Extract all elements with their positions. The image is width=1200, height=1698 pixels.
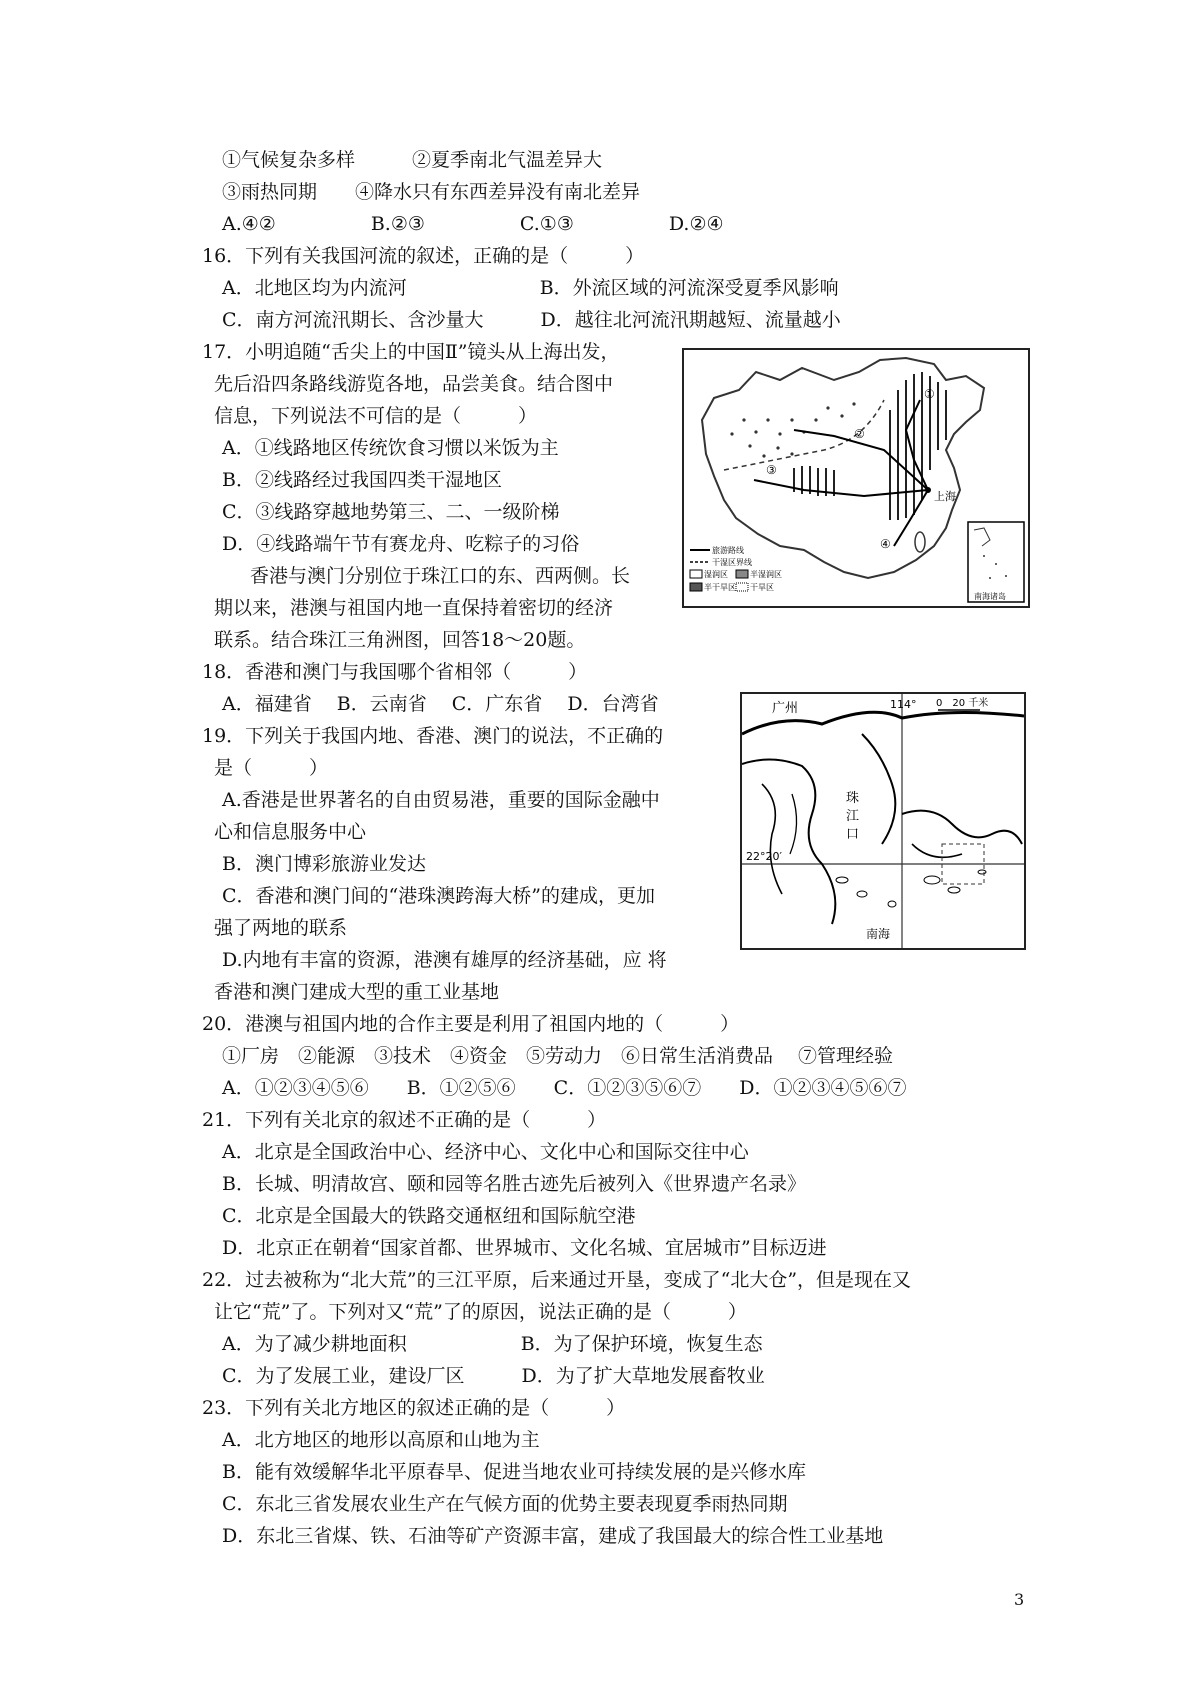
scale-label: 0 20 千米 (936, 698, 989, 709)
text-line: 18．香港和澳门与我国哪个省相邻（ ） (202, 661, 588, 683)
text-line: B．长城、明清故宫、颐和园等名胜古迹先后被列入《世界遗产名录》 (222, 1173, 806, 1195)
text-line: A．福建省 B．云南省 C．广东省 D．台湾省 (222, 693, 659, 715)
longitude-label: 114° (890, 698, 917, 711)
text-line: 期以来，港澳与祖国内地一直保持着密切的经济 (214, 597, 614, 619)
text-line: C．香港和澳门间的“港珠澳跨海大桥”的建成，更加 (222, 885, 655, 907)
text-line: 信息，下列说法不可信的是（ ） (214, 405, 538, 427)
text-line: 17．小明追随“舌尖上的中国Ⅱ”镜头从上海出发， (202, 341, 620, 363)
svg-text:湿润区: 湿润区 (704, 570, 728, 579)
text-line: A.④② B.②③ C.①③ D.②④ (222, 213, 724, 235)
text-line: 16．下列有关我国河流的叙述，正确的是（ ） (202, 245, 645, 267)
svg-text:半湿润区: 半湿润区 (750, 570, 782, 579)
text-line: 强了两地的联系 (214, 917, 348, 939)
text-line: 香港和澳门建成大型的重工业基地 (214, 981, 500, 1003)
route-2-label: ② (854, 427, 865, 441)
svg-text:干旱区: 干旱区 (750, 583, 774, 592)
route-4-label: ④ (880, 537, 891, 551)
pearl-river-delta-map (740, 692, 1026, 950)
china-map-svg (684, 350, 1028, 606)
route-1-label: ① (924, 387, 935, 401)
text-line: 是（ ） (214, 757, 329, 779)
text-line: C．南方河流汛期长、含沙量大 D．越往北河流汛期越短、流量越小 (222, 309, 841, 331)
text-line: ③雨热同期 ④降水只有东西差异没有南北差异 (222, 181, 641, 203)
route-3-label: ③ (766, 463, 777, 477)
guangzhou-label: 广州 (772, 701, 799, 716)
text-line: 让它“荒”了。下列对又“荒”了的原因，说法正确的是（ ） (214, 1301, 747, 1323)
text-line: C．北京是全国最大的铁路交通枢纽和国际航空港 (222, 1205, 636, 1227)
text-line: B．能有效缓解华北平原春旱、促进当地农业可持续发展的是兴修水库 (222, 1461, 806, 1483)
text-line: 22．过去被称为“北大荒”的三江平原，后来通过开垦，变成了“北大仓”，但是现在又 (202, 1269, 912, 1291)
latitude-label: 22°20′ (746, 850, 782, 863)
text-line: D.内地有丰富的资源，港澳有雄厚的经济基础，应 将 (222, 949, 667, 971)
text-line: C．为了发展工业，建设厂区 D．为了扩大草地发展畜牧业 (222, 1365, 765, 1387)
text-line: 21．下列有关北京的叙述不正确的是（ ） (202, 1109, 607, 1131)
zhujiang-label-3: 口 (846, 827, 860, 842)
text-line: 23．下列有关北方地区的叙述正确的是（ ） (202, 1397, 626, 1419)
text-line: D．北京正在朝着“国家首都、世界城市、文化名城、宜居城市”目标迈进 (222, 1237, 827, 1259)
zhujiang-label-1: 珠 (846, 791, 860, 806)
inset-label: 南海诸岛 (974, 592, 1006, 601)
text-line: A．①②③④⑤⑥ B．①②⑤⑥ C．①②③⑤⑥⑦ D．①②③④⑤⑥⑦ (222, 1077, 907, 1099)
delta-map-svg (742, 694, 1024, 948)
text-line: ①气候复杂多样 ②夏季南北气温差异大 (222, 149, 603, 171)
text-line: C．东北三省发展农业生产在气候方面的优势主要表现夏季雨热同期 (222, 1493, 788, 1515)
text-line: B．②线路经过我国四类干湿地区 (222, 469, 502, 491)
text-line: 香港与澳门分别位于珠江口的东、西两侧。长 (250, 565, 631, 587)
text-line: D．④线路端午节有赛龙舟、吃粽子的习俗 (222, 533, 580, 555)
text-line: A．北京是全国政治中心、经济中心、文化中心和国际交往中心 (222, 1141, 749, 1163)
text-line: C．③线路穿越地势第三、二、一级阶梯 (222, 501, 560, 523)
page-number: 3 (1014, 1590, 1025, 1609)
map-legend (690, 545, 782, 592)
text-line: A．①线路地区传统饮食习惯以米饭为主 (222, 437, 559, 459)
text-line: A．北地区均为内流河 B．外流区域的河流深受夏季风影响 (222, 277, 839, 299)
zhujiang-label-2: 江 (846, 809, 860, 824)
text-line: 心和信息服务中心 (214, 821, 367, 843)
text-line: A.香港是世界著名的自由贸易港，重要的国际金融中 (222, 789, 660, 811)
text-line: A．北方地区的地形以高原和山地为主 (222, 1429, 540, 1451)
svg-text:半干旱区: 半干旱区 (704, 583, 736, 592)
text-line: D．东北三省煤、铁、石油等矿产资源丰富，建成了我国最大的综合性工业基地 (222, 1525, 884, 1547)
text-line: 联系。结合珠江三角洲图，回答18～20题。 (214, 629, 586, 651)
svg-text:旅游路线: 旅游路线 (712, 546, 744, 555)
china-route-map (682, 348, 1030, 608)
svg-text:干湿区界线: 干湿区界线 (712, 558, 752, 567)
text-line: ①厂房 ②能源 ③技术 ④资金 ⑤劳动力 ⑥日常生活消费品 ⑦管理经验 (222, 1045, 894, 1067)
nanhai-label: 南海 (866, 927, 891, 941)
text-line: 20．港澳与祖国内地的合作主要是利用了祖国内地的（ ） (202, 1013, 740, 1035)
text-line: 先后沿四条路线游览各地，品尝美食。结合图中 (214, 373, 614, 395)
text-line: 19．下列关于我国内地、香港、澳门的说法，不正确的 (202, 725, 664, 747)
text-line: B．澳门博彩旅游业发达 (222, 853, 426, 875)
shanghai-label: 上海 (934, 490, 956, 503)
text-line: A．为了减少耕地面积 B．为了保护环境，恢复生态 (222, 1333, 763, 1355)
